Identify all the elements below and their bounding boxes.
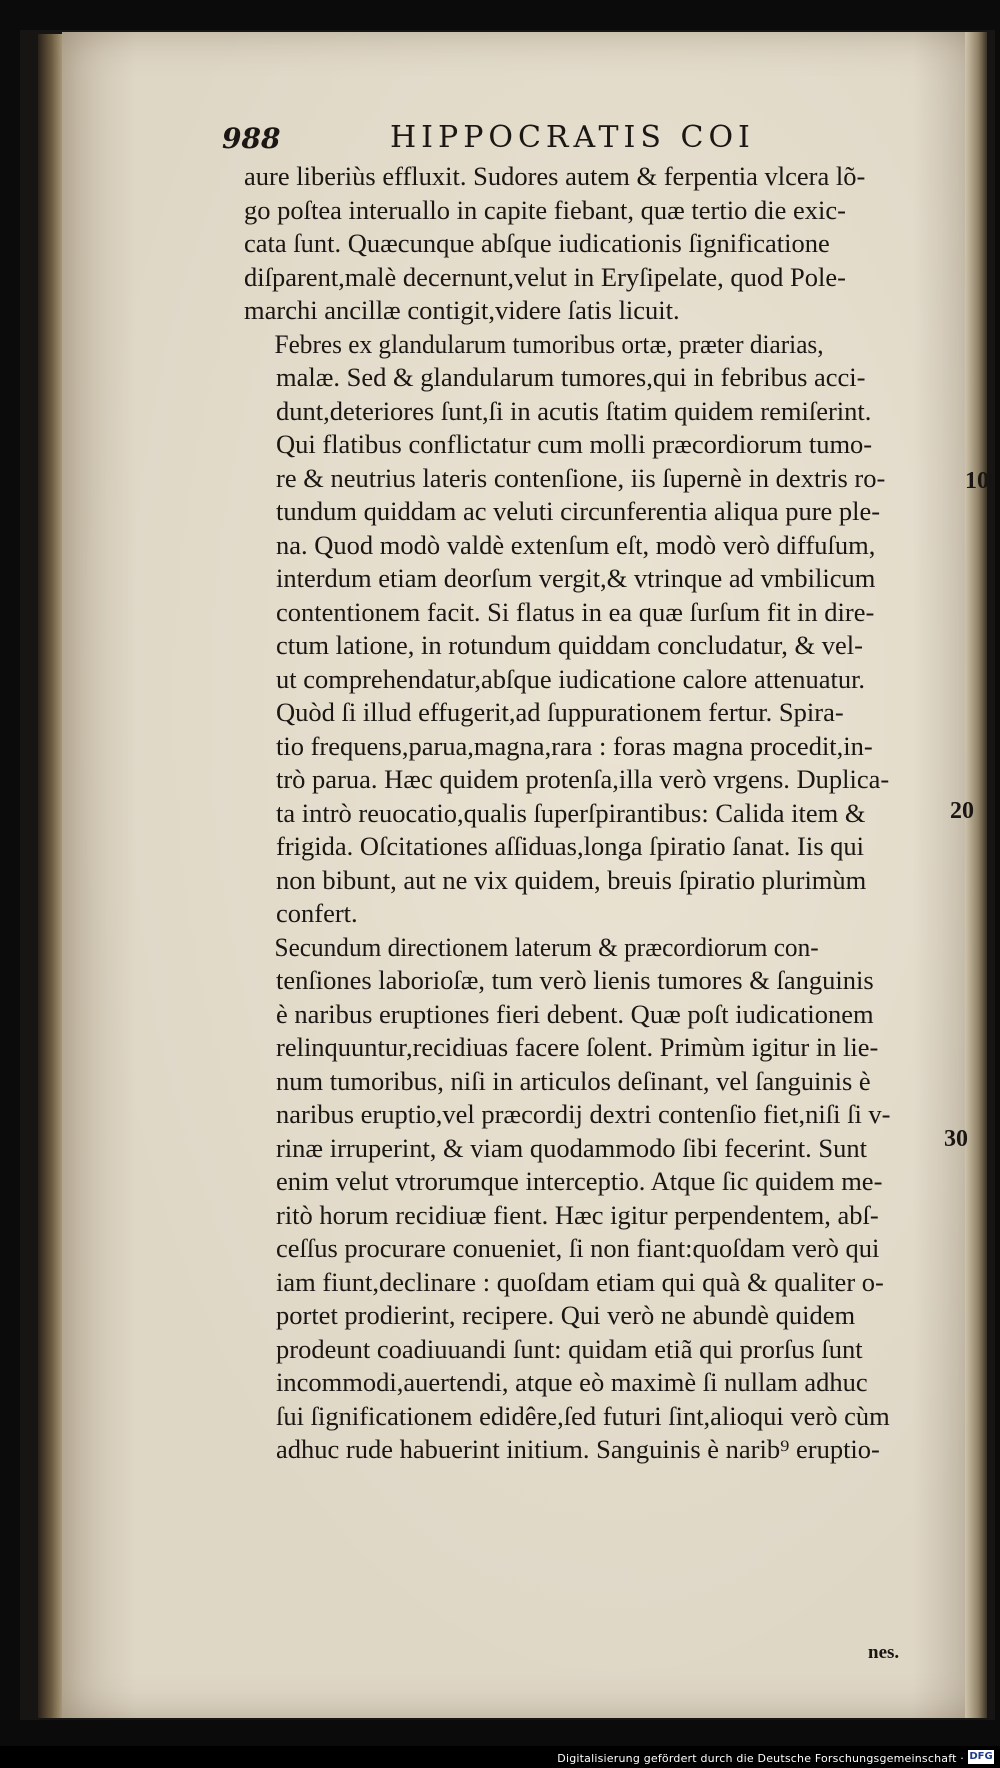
paragraph xyxy=(244,931,939,1467)
text-line: contentionem facit. Si flatus in ea quæ ſurſum fit in dire- xyxy=(276,596,875,627)
margin-line-number: 20 xyxy=(950,798,974,824)
margin-line-number: 10 xyxy=(965,468,989,494)
text-line: iam fiunt,declinare : quoſdam etiam qui quà & qualiter o- xyxy=(276,1266,884,1297)
text-line: ceſſus procurare conueniet, ſi non fiant:quoſdam verò qui xyxy=(276,1233,880,1263)
text-line: enim velut vtrorumque interceptio. Atque ſic quidem me- xyxy=(276,1166,883,1196)
text-line: è naribus eruptiones fieri debent. Quæ poſt iudicationem xyxy=(276,998,874,1029)
text-line: marchi ancillæ contigit,videre ſatis licuit. xyxy=(244,295,680,325)
page-edge xyxy=(965,32,987,1718)
text-line: adhuc rude habuerint initium. Sanguinis è narib⁹ eruptio- xyxy=(276,1434,880,1464)
text-line: interdum etiam deorſum vergit,& vtrinque ad vmbilicum xyxy=(276,563,876,593)
text-line: relinquuntur,recidiuas facere ſolent. Primùm igitur in lie- xyxy=(276,1032,879,1062)
text-line: tundum quiddam ac veluti circunferentia aliqua pure ple- xyxy=(276,496,881,526)
text-line: portet prodierint, recipere. Qui verò ne abundè quidem xyxy=(276,1300,856,1330)
text-line: Febres ex glandularum tumoribus ortæ, præter diarias, xyxy=(274,328,824,359)
digitization-credit: Digitalisierung gefördert durch die Deutsche Forschungsgemeinschaft · xyxy=(557,1752,964,1765)
text-line: naribus eruptio,vel præcordij dextri contenſio fiet,niſi ſi v- xyxy=(276,1099,891,1129)
text-line: num tumoribus, niſi in articulos deſinant, vel ſanguinis è xyxy=(276,1065,871,1096)
text-line: malæ. Sed & glandularum tumores,qui in febribus acci- xyxy=(276,362,866,392)
text-line: trò parua. Hæc quidem protenſa,illa verò vrgens. Duplica- xyxy=(276,764,890,794)
text-line: go poſtea interuallo in capite fiebant, quæ tertio die exic- xyxy=(244,194,846,225)
text-block xyxy=(244,160,939,1467)
text-line: ctum latione, in rotundum quiddam concludatur, & vel- xyxy=(276,630,863,660)
text-line: rinæ irruperint, & viam quodammodo ſibi fecerint. Sunt xyxy=(276,1132,867,1163)
page-number: 988 xyxy=(222,122,281,155)
text-line: na. Quod modò valdè extenſum eſt, modò verò diffuſum, xyxy=(276,529,876,560)
page-header xyxy=(222,120,822,160)
text-line: Quòd ſi illud effugerit,ad ſuppurationem fertur. Spira- xyxy=(276,697,844,727)
text-line: incommodi,auertendi, atque eò maximè ſi nullam adhuc xyxy=(276,1367,868,1397)
paragraph xyxy=(244,160,939,328)
dfg-logo: DFG xyxy=(969,1751,993,1762)
running-title: HIPPOCRATIS COI xyxy=(390,120,755,155)
text-line: frigida. Oſcitationes aſſiduas,longa ſpiratio ſanat. Iis qui xyxy=(276,831,865,861)
text-line: dunt,deteriores ſunt,ſi in acutis ſtatim quidem remiſerint. xyxy=(276,395,872,426)
text-line: ta intrò reuocatio,qualis ſuperſpirantibus: Calida item & xyxy=(276,797,866,828)
text-line: ſui ſignificationem edidêre,ſed futuri ſint,alioqui verò cùm xyxy=(276,1400,890,1431)
text-line: cata ſunt. Quæcunque abſque iudicationis ſignificatione xyxy=(244,228,830,258)
text-line: aure liberiùs effluxit. Sudores autem & ferpentia vlcera lõ- xyxy=(244,161,866,191)
text-line: tenſiones laborioſæ, tum verò lienis tumores & ſanguinis xyxy=(276,965,874,995)
text-line: confert. xyxy=(276,898,358,928)
text-line: re & neutrius lateris contenſione, iis ſupernè in dextris ro- xyxy=(276,462,886,493)
text-line: tio frequens,parua,magna,rara : foras magna procedit,in- xyxy=(276,730,873,761)
text-line: Qui flatibus conflictatur cum molli præcordiorum tumo- xyxy=(276,429,873,459)
catchword: nes. xyxy=(868,1642,900,1663)
text-line: diſparent,malè decernunt,velut in Eryſipelate, quod Pole- xyxy=(244,261,846,292)
paragraph xyxy=(244,328,939,931)
margin-line-number: 30 xyxy=(944,1126,968,1152)
text-line: ut comprehendatur,abſque iudicatione calore attenuatur. xyxy=(276,663,866,694)
footer-bar xyxy=(0,1746,1000,1768)
text-line: Secundum directionem laterum & præcordiorum con- xyxy=(274,931,819,962)
text-line: prodeunt coadiuuandi ſunt: quidam etiã qui prorſus ſunt xyxy=(276,1333,863,1364)
text-line: ritò horum recidiuæ fient. Hæc igitur perpendentem, abſ- xyxy=(276,1199,879,1230)
text-line: non bibunt, aut ne vix quidem, breuis ſpiratio plurimùm xyxy=(276,864,867,895)
